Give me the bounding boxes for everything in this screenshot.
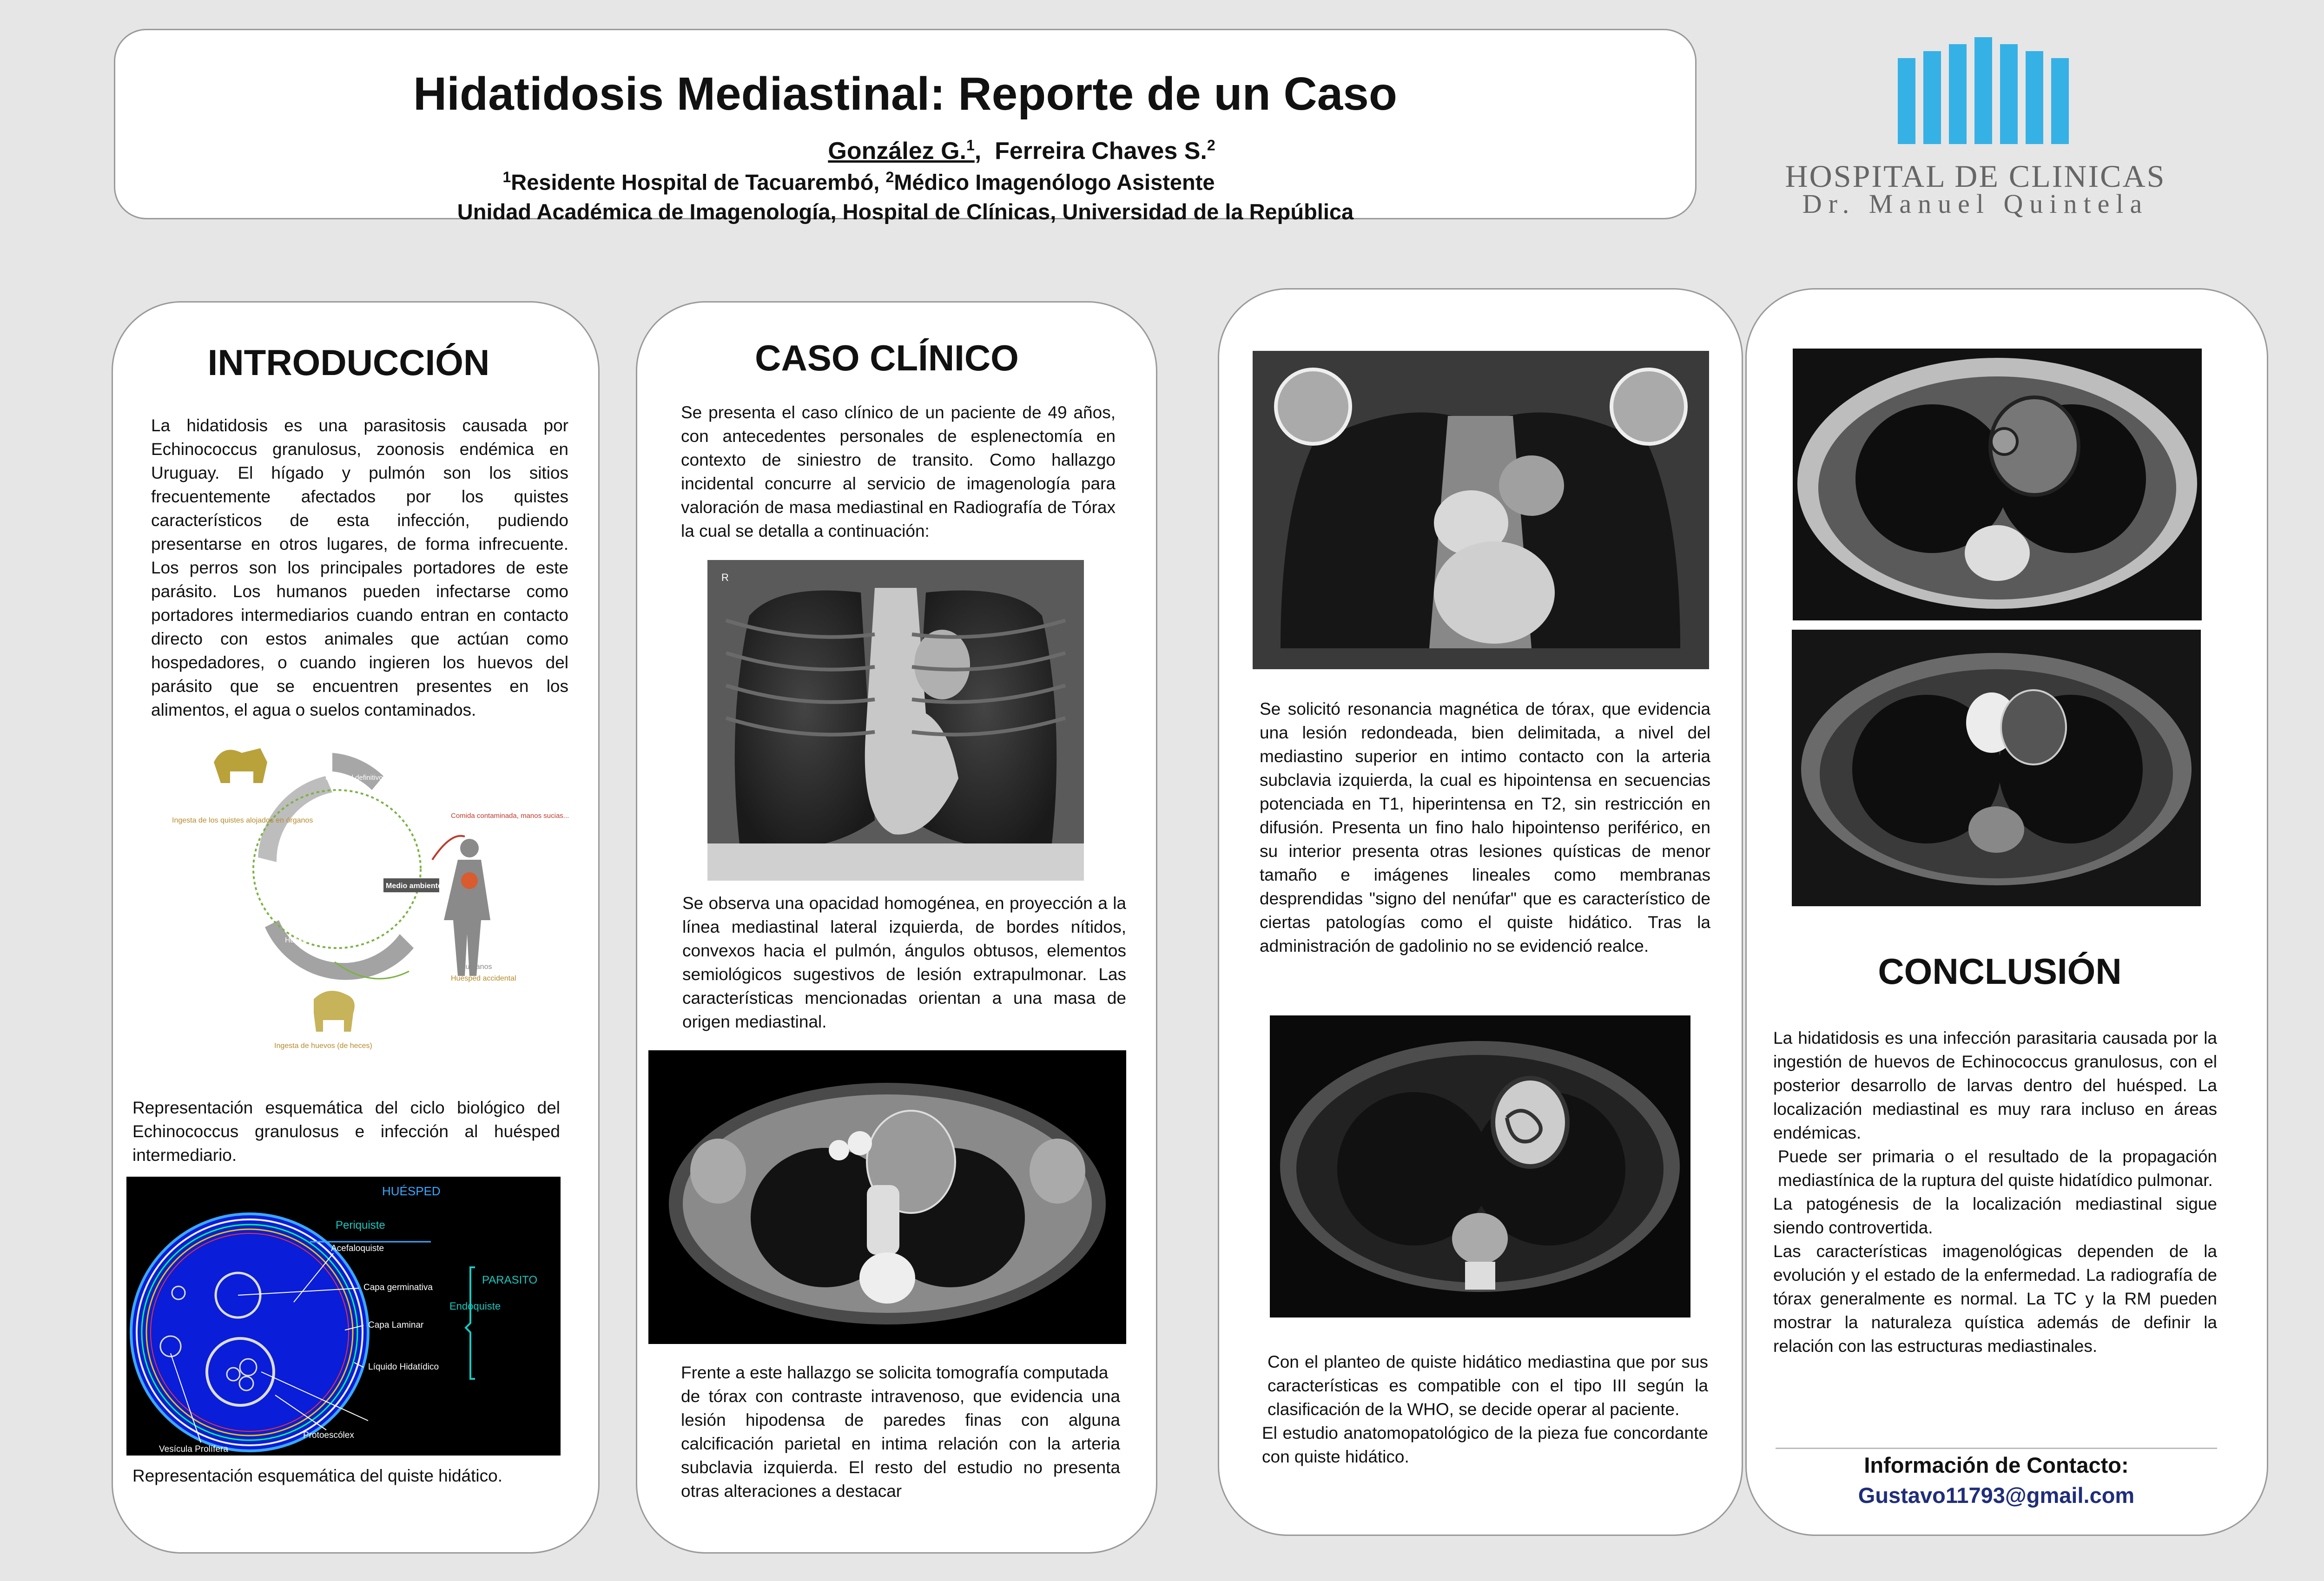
cyst-diagram	[126, 1177, 561, 1456]
case-text-1: Se presenta el caso clínico de un paciente de 49 años, con antecedentes personales de esplenectomía en contexto de siniestro de transito. Como hallazgo incidental concurre al servicio de imagenología para valoración de masa mediastinal en Radiografía de Tórax la cual se detalla a continuación:	[681, 403, 1116, 540]
label-host: HUÉSPED	[382, 1184, 441, 1198]
ct-coronal	[1253, 351, 1709, 669]
caption-life-cycle: Representación esquemática del ciclo biológico del Echinococcus granulosus e infección al huésped intermediario.	[132, 1098, 560, 1165]
affiliations: $^1$Residente Hospital de Tacuarembó, $^2$Médico Imagenólogo Asistente	[502, 169, 1215, 195]
case-text-3: Frente a este hallazgo se solicita tomografía computada de tórax con contraste intravenoso, que evidencia una lesión hipodensa de paredes finas con alguna calcificación parietal en intima relación con la arteria subclavia izquierda. El resto del estudio no presenta otras alteraciones a destacar	[681, 1363, 1120, 1501]
label-environment: Medio ambiente	[386, 882, 442, 890]
ct-axial	[648, 1050, 1126, 1344]
label-definitive-host: Huésped definitivo	[325, 774, 383, 782]
label-vesicula: Vesícula Prolífera	[159, 1444, 228, 1454]
hospital-logo	[1771, 35, 2180, 219]
conclusion-heading: CONCLUSIÓN	[1878, 951, 2122, 992]
label-ingest-cysts: Ingesta de los quistes alojados en órganos	[172, 817, 313, 824]
label-laminar: Capa Laminar	[368, 1320, 424, 1330]
author-2: Ferreira Chaves S.$^2$	[995, 137, 1215, 165]
label-accidental-host: Huésped accidental	[451, 975, 516, 982]
contact-email[interactable]: Gustavo11793@gmail.com	[1858, 1483, 2135, 1508]
mri-axial-dwi	[1792, 630, 2201, 906]
intro-text: La hidatidosis es una parasitosis causada por Echinococcus granulosus, zoonosis endémica en Uruguay. El hígado y pulmón son los sitios frecuentemente afectados por los quistes característicos de esta infección, pudiendo presentarse en otros lugares, de forma infrecuente. Los perros son los principales portadores de este parásito. Los humanos pueden infectarse como portadores intermediarios cuando entran en contacto directo con estos animales que actúan como hospedadores, o cuando ingieren los huevos del parásito que se encuentren presentes en los alimentos, el agua o suelos contaminados.	[151, 416, 568, 719]
poster-header	[114, 29, 1697, 224]
logo-line-1: HOSPITAL DE CLINICAS	[1785, 158, 2166, 194]
institution: Unidad Académica de Imagenología, Hospital de Clínicas, Universidad de la República	[457, 199, 1354, 224]
author-1: González G.$^1$	[828, 137, 975, 165]
intro-heading: INTRODUCCIÓN	[207, 342, 490, 383]
label-protoescolex: Protoescólex	[303, 1430, 354, 1440]
case-heading: CASO CLÍNICO	[755, 337, 1019, 378]
label-periquiste: Periquiste	[336, 1219, 385, 1232]
label-intermediate-host: Huésped intermedio	[285, 936, 352, 944]
label-humans: Humanos	[460, 963, 492, 971]
xray-marker: R	[721, 572, 729, 583]
logo-line-2: Dr. Manuel Quintela	[1802, 189, 2149, 219]
mri-text-2: Con el planteo de quiste hidático mediastina que por sus características es compatible con el tipo III según la clasificación de la WHO, se decide operar al paciente. El estudio anatomopatológico de la pieza fue concordante con quiste hidático.	[1262, 1352, 1708, 1466]
mri-text-1: Se solicitó resonancia magnética de tórax, que evidencia una lesión redondeada, bien delimitada, a nivel del mediastino superior en intimo contacto con la arteria subclavia izquierda, la cual es hipointensa en secuencias potenciada en T1, hiperintensa en T2, sin restricción en difusión. Presenta un fino halo hipointenso periférico, en su interior presenta otras lesiones quísticas de menor tamaño e imágenes lineales como membranas desprendidas "signo del nenúfar" que es característico de ciertas patologías como el quiste hidático. Tras la administración de gadolinio no se evidenció realce.	[1260, 699, 1710, 955]
mri-axial-t2	[1270, 1015, 1690, 1318]
life-cycle-diagram	[172, 744, 569, 1050]
label-parasite: PARASITO	[482, 1274, 538, 1286]
case-text-2: Se observa una opacidad homogénea, en proyección a la línea mediastinal lateral izquierda, de bordes nítidos, convexos hacia el pulmón, ángulos obtusos, elementos semiológicos sugestivos de lesión extrapulmonar. Las características mencionadas orientan a una masa de origen mediastinal.	[682, 894, 1126, 1031]
label-food: Comida contaminada, manos sucias...	[451, 812, 569, 820]
chest-xray	[707, 560, 1084, 881]
label-endoquiste: Endoquiste	[449, 1300, 501, 1312]
caption-cyst: Representación esquemática del quiste hidático.	[132, 1466, 502, 1485]
poster-title: Hidatidosis Mediastinal: Reporte de un Caso	[413, 68, 1397, 120]
label-ingest-eggs: Ingesta de huevos (de heces)	[274, 1042, 372, 1050]
label-acefaloquiste: Acefaloquiste	[331, 1244, 384, 1253]
mri-axial-t1	[1793, 349, 2202, 620]
label-liquido: Líquido Hidatídico	[368, 1362, 439, 1372]
contact-title: Información de Contacto:	[1864, 1453, 2129, 1477]
authors: González G.$^1$, Ferreira Chaves S.$^2$	[828, 137, 1215, 165]
label-germinativa: Capa germinativa	[363, 1283, 433, 1292]
contact-divider	[1776, 1448, 2217, 1449]
conclusion-text: La hidatidosis es una infección parasitaria causada por la ingestión de huevos de Echinococcus granulosus, con el posterior desarrollo de larvas dentro del huésped. La localización mediastinal es muy rara incluso en áreas endémicas. Puede ser primaria o el resultado de la propagación mediastínica de la ruptura del quiste hidatídico pulmonar. La patogénesis de la localización mediastinal sigue siendo controvertida. Las características imagenológicas dependen de la evolución y el estado de la enfermedad. La radiografía de tórax generalmente es normal. La TC y la RM pueden mostrar la naturaleza quística además de definir la relación con las estructuras mediastinales.	[1773, 1028, 2217, 1356]
